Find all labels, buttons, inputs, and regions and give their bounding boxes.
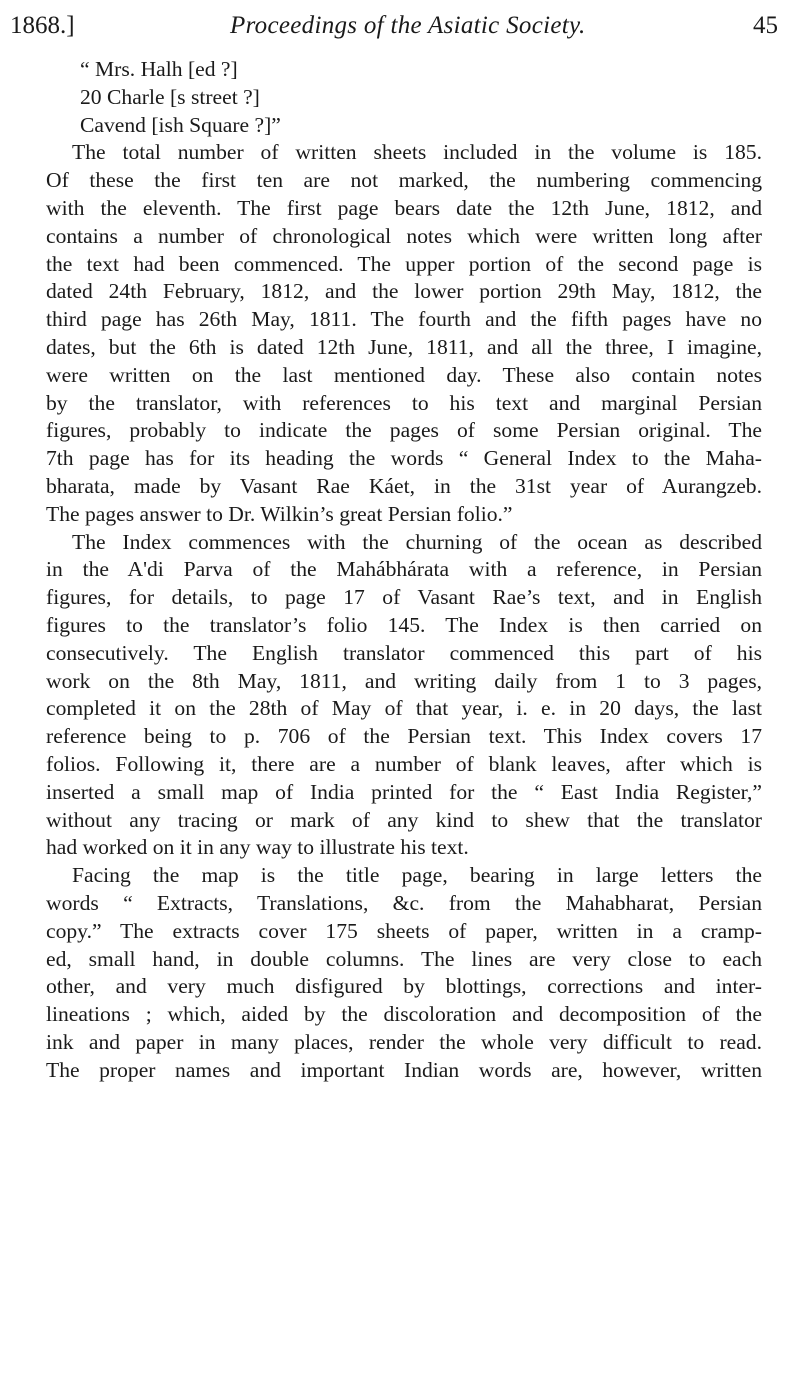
text-line: third page has 26th May, 1811. The fourth and the fifth pages have no [46,307,762,332]
address-line: 20 Charle [s street ?] [80,84,260,109]
text-line: 7th page has for its heading the words “ General Index to the Maha- [46,446,762,471]
text-line: copy.” The extracts cover 175 sheets of paper, written in a cramp- [46,918,762,943]
text-line: in the A'di Parva of the Mahábhárata with a reference, in Persian [46,557,762,582]
text-line: the text had been commenced. The upper portion of the second page is [46,251,762,276]
text-line: folios. Following it, there are a number of blank leaves, after which is [46,751,762,776]
running-head-year: 1868.] [10,12,75,39]
text-line: figures, probably to indicate the pages of some Persian original. The [46,418,762,443]
text-line: Of these the first ten are not marked, the numbering commencing [46,168,762,193]
text-line: figures to the translator’s folio 145. The Index is then carried on [46,612,762,637]
text-line: were written on the last mentioned day. These also contain notes [46,362,762,387]
running-head [0,12,800,52]
text-line: reference being to p. 706 of the Persian text. This Index covers 17 [46,724,762,749]
text-line: completed it on the 28th of May of that year, i. e. in 20 days, the last [46,696,762,721]
text-line: The proper names and important Indian words are, however, written [46,1057,762,1082]
text-line: The Index commences with the churning of the ocean as described [72,529,762,554]
text-line: The pages answer to Dr. Wilkin’s great Persian folio.” [46,501,513,526]
text-line: with the eleventh. The first page bears date the 12th June, 1812, and [46,195,762,220]
text-line: dated 24th February, 1812, and the lower portion 29th May, 1812, the [46,279,762,304]
page-number: 45 [753,12,778,39]
body-text [46,56,762,1084]
text-line: had worked on it in any way to illustrate his text. [46,835,469,860]
text-line: work on the 8th May, 1811, and writing daily from 1 to 3 pages, [46,668,762,693]
address-line: Cavend [ish Square ?]” [80,112,281,137]
text-line: dates, but the 6th is dated 12th June, 1811, and all the three, I imagine, [46,334,762,359]
text-line: contains a number of chronological notes which were written long after [46,223,762,248]
text-line: other, and very much disfigured by blottings, corrections and inter- [46,974,762,999]
text-line: by the translator, with references to his text and marginal Persian [46,390,762,415]
running-head-title: Proceedings of the Asiatic Society. [230,12,586,39]
text-line: The total number of written sheets included in the volume is 185. [72,140,762,165]
text-line: ed, small hand, in double columns. The lines are very close to each [46,946,762,971]
text-line: ink and paper in many places, render the whole very difficult to read. [46,1029,762,1054]
text-line: inserted a small map of India printed for the “ East India Register,” [46,779,762,804]
text-line: lineations ; which, aided by the discoloration and decomposition of the [46,1002,762,1027]
text-line: bharata, made by Vasant Rae Káet, in the 31st year of Aurangzeb. [46,473,762,498]
text-line: consecutively. The English translator commenced this part of his [46,640,762,665]
text-line: Facing the map is the title page, bearing in large letters the [72,863,762,888]
text-line: figures, for details, to page 17 of Vasant Rae’s text, and in English [46,585,762,610]
address-line: “ Mrs. Halh [ed ?] [80,57,238,81]
text-line: words “ Extracts, Translations, &c. from the Mahabharat, Persian [46,890,762,915]
text-line: without any tracing or mark of any kind to shew that the translator [46,807,762,832]
